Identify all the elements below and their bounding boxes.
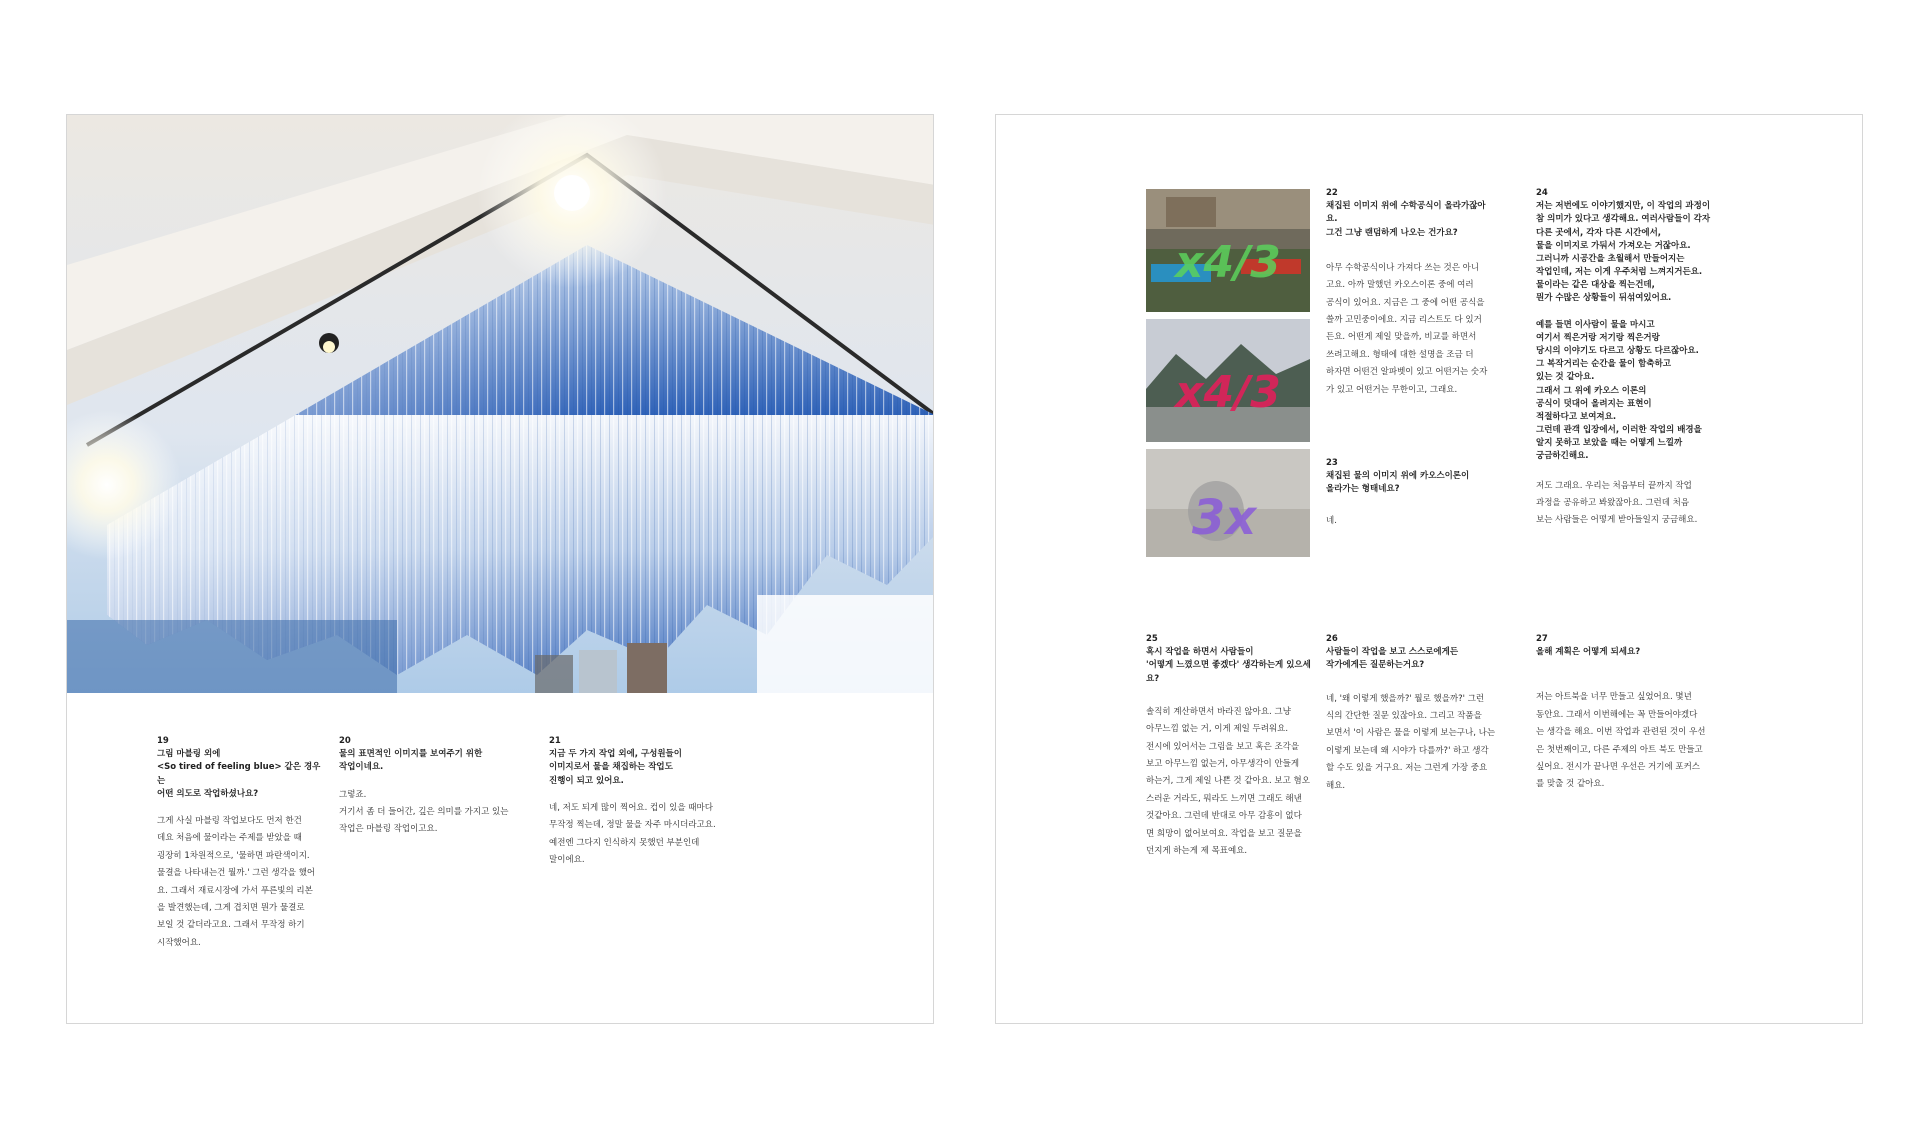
qa-23 <box>1326 457 1496 530</box>
thumb-overlay-text: x4/3 <box>1175 237 1281 288</box>
question-title: 채집된 이미지 위에 수학공식이 올라가잖아요. 그건 그냥 랜덤하게 나오는 건가요? <box>1326 201 1486 238</box>
qa-22 <box>1326 187 1496 399</box>
answer-text: 네. <box>1326 515 1337 526</box>
qa-21 <box>549 735 734 869</box>
qa-26 <box>1326 633 1496 795</box>
left-page <box>66 114 934 1024</box>
answer-text: 네, 저도 되게 많이 찍어요. 컵이 있을 때마다 무작정 찍는데, 정말 물을 자주 마시더라고요. 예전엔 그다지 인식하지 못했던 부분인데 말이에요. <box>549 802 716 865</box>
question-title: 사람들이 작업을 보고 스스로에게든 작가에게든 질문하는거요? <box>1326 647 1459 671</box>
question-title: 지금 두 가지 작업 외에, 구성원들이 이미지로서 물을 채집하는 작업도 진행이 되고 있어요. <box>549 749 682 786</box>
question-number: 21 <box>549 736 561 746</box>
thumb-overlay-text: 3x <box>1191 490 1257 546</box>
qa-27 <box>1536 633 1711 794</box>
question-title: 그림 마블링 외에 <So tired of feeling blue> 같은 경우는 어떤 의도로 작업하셨나요? <box>157 749 321 799</box>
thumb-overlay-text: x4/3 <box>1175 367 1281 418</box>
qa-24 <box>1536 187 1716 530</box>
answer-text: 아무 수학공식이나 가져다 쓰는 것은 아니 고요. 아까 말했던 카오스이론 중에 여러 공식이 있어요. 지금은 그 중에 어떤 공식을 쓸까 고민중이에요. 지금 리스트도 다 있거 든요. 어떤게 제일 맞을까, 비교를 하면서 쓰려고해요. 형태에 대한 설명을 조금 더 하자면 어떤건 알파벳이 있고 어떤거는 숫자 가 있고 어떤거는 무한이고, 그래요. <box>1326 262 1488 395</box>
question-number: 22 <box>1326 188 1338 198</box>
answer-text: 솔직히 계산하면서 바라진 않아요. 그냥 아무느낌 없는 거, 이게 제일 두려워요. 전시에 있어서는 그림을 보고 혹은 조각을 보고 아무느낌 없는거, 아무생각이 안들게 하는거, 그게 제일 나쁜 것 같아요. 보고 혐오 스러운 거라도, 뭐라도 느끼면 그래도 해낸 것같아요. 그런데 반대로 아무 감흥이 없다 면 희망이 없어보여요. 작업을 보고 질문을 던지게 하는게 제 목표예요. <box>1146 706 1310 857</box>
question-number: 24 <box>1536 188 1548 198</box>
water-image-thumbnail-3 <box>1146 449 1310 557</box>
answer-text: 저도 그래요. 우리는 처음부터 끝까지 작업 과정을 공유하고 봐왔잖아요. 그런데 처음 보는 사람들은 어떻게 받아들일지 궁금해요. <box>1536 480 1698 526</box>
qa-19 <box>157 735 325 952</box>
qa-20 <box>339 735 511 839</box>
right-page <box>995 114 1863 1024</box>
installation-photo <box>67 115 934 693</box>
question-number: 27 <box>1536 634 1548 644</box>
question-number: 23 <box>1326 458 1338 468</box>
question-title: 저는 저번에도 이야기했지만, 이 작업의 과정이 참 의미가 있다고 생각해요. 여러사람들이 각자 다른 곳에서, 각자 다른 시간에서, 물을 이미지로 가둬서 가져오는 거잖아요. 그러니까 시공간을 초월해서 만들어지는 작업인데, 저는 이게 우주처럼 느껴지거든요. 물이라는 같은 대상을 찍는건데, 뭔가 수많은 상황들이 뒤섞여있어요. 예를 들면 이사람이 물을 마시고 여기서 찍은거랑 저기랑 찍은거랑 당시의 이야기도 다르고 상황도 다르잖아요. 그 복작거리는 순간을 물이 함축하고 있는 것 같아요. 그래서 그 위에 카오스 이론의 공식이 덧대어 올려지는 표현이 적절하다고 보여져요. 그런데 관객 입장에서, 이러한 작업의 배경을 알지 못하고 보았을 때는 어떻게 느낄까 궁금하긴해요. <box>1536 201 1711 462</box>
question-title: 채집된 물의 이미지 위에 카오스이론이 올라가는 형태네요? <box>1326 471 1470 495</box>
question-number: 19 <box>157 736 169 746</box>
answer-text: 네, '왜 이렇게 했을까?' 뭘로 했을까?' 그런 식의 간단한 질문 있잖아요. 그리고 작품을 보면서 '이 사람은 물을 이렇게 보는구나, 나는 이렇게 보는데 왜 시야가 다를까?' 하고 생각 할 수도 있을 거구요. 저는 그런게 가장 중요 해요. <box>1326 693 1496 791</box>
question-number: 20 <box>339 736 351 746</box>
answer-text: 저는 아트북을 너무 만들고 싶었어요. 몇년 동안요. 그래서 이번해에는 꼭 만들어야겠다 는 생각을 해요. 이번 작업과 관련된 것이 우선 은 첫번째이고, 다른 주제의 아트 북도 만들고 싶어요. 전시가 끝나면 우선은 거기에 포커스 를 맞출 것 같아요. <box>1536 692 1706 790</box>
question-number: 26 <box>1326 634 1338 644</box>
answer-text: 그게 사실 마블링 작업보다도 먼저 한건 데요 처음에 물이라는 주제를 받았을 때 굉장히 1차원적으로, '물하면 파란색이지. 물결을 나타내는건 뭘까.' 그런 생각을 했어 요. 그래서 재료시장에 가서 푸른빛의 리본 을 발견했는데, 그게 겹치면 뭔가 물결로 보일 것 같더라고요. 그래서 무작정 하기 시작했어요. <box>157 815 316 948</box>
answer-text: 그렇죠. 거기서 좀 더 들어간, 깊은 의미를 가지고 있는 작업은 마블링 작업이고요. <box>339 789 509 835</box>
question-title: 혹시 작업을 하면서 사람들이 '어떻게 느꼈으면 좋겠다' 생각하는게 있으세요? <box>1146 647 1311 684</box>
water-image-thumbnail-1 <box>1146 189 1310 312</box>
water-image-thumbnail-2 <box>1146 319 1310 442</box>
qa-25 <box>1146 633 1316 860</box>
question-title: 올해 계획은 어떻게 되세요? <box>1536 647 1641 658</box>
question-title: 물의 표면적인 이미지를 보여주기 위한 작업이네요. <box>339 749 483 773</box>
question-number: 25 <box>1146 634 1158 644</box>
